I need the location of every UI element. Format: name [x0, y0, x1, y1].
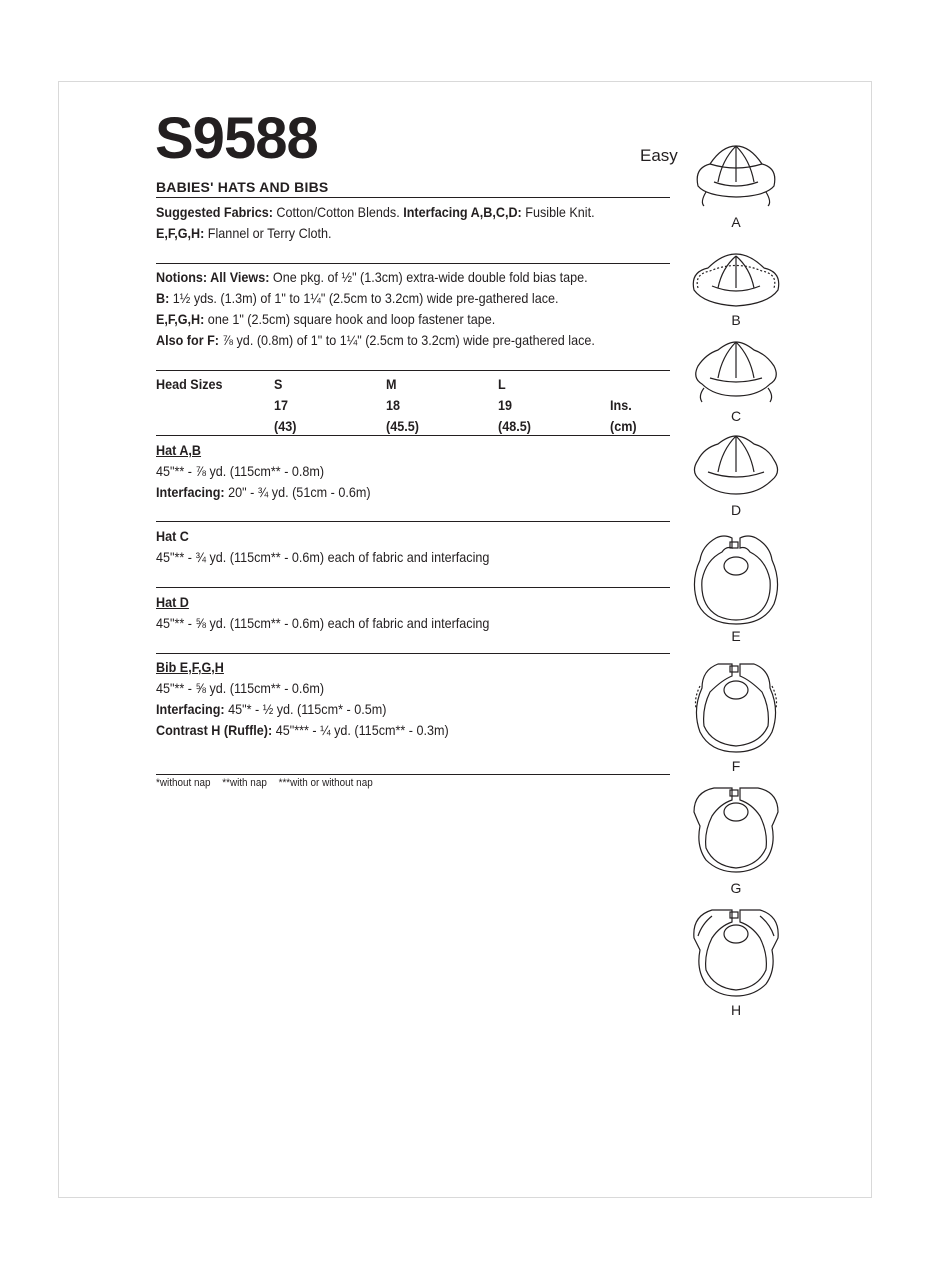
inches-unit-label: Ins. [610, 397, 632, 413]
size-m-cm: (45.5) [386, 418, 419, 434]
hat-ab-interfacing: Interfacing: 20" - ¾ yd. (51cm - 0.6m) [156, 484, 371, 500]
hat-d-illustration [688, 432, 784, 502]
bib-contrast: Contrast H (Ruffle): 45"*** - ¼ yd. (115cm** - 0.3m) [156, 722, 449, 738]
size-m-inches: 18 [386, 397, 401, 413]
hat-ab-title: Hat A,B [156, 442, 202, 458]
view-label-e: E [731, 628, 741, 644]
view-a [688, 142, 784, 230]
size-l-inches: 19 [498, 397, 513, 413]
view-label-b: B [731, 312, 741, 328]
hat-b-illustration [688, 252, 784, 314]
view-f [688, 658, 784, 774]
size-l-cm: (48.5) [498, 418, 531, 434]
fabrics-line: Suggested Fabrics: Cotton/Cotton Blends. Interfacing A,B,C,D: Fusible Knit. [156, 204, 595, 220]
notions-efgh: E,F,G,H: one 1" (2.5cm) square hook and loop fastener tape. [156, 311, 496, 327]
divider [156, 435, 670, 436]
bib-h-illustration [688, 904, 784, 998]
hat-d-fabric: 45"** - ⅝ yd. (115cm** - 0.6m) each of fabric and interfacing [156, 615, 490, 631]
size-m: M [386, 376, 397, 392]
view-label-d: D [730, 502, 742, 518]
view-b [688, 252, 784, 328]
hat-c-illustration [688, 338, 784, 408]
footnotes [156, 777, 382, 789]
size-s-cm: (43) [274, 418, 297, 434]
bib-e-illustration [688, 532, 784, 626]
footnote-without-nap: *without nap [156, 777, 211, 789]
hat-a-illustration [688, 142, 784, 214]
view-label-g: G [730, 880, 742, 896]
divider [156, 263, 670, 264]
size-l: L [498, 376, 506, 392]
footnote-with-nap: **with nap [222, 777, 267, 789]
view-label-c: C [730, 408, 742, 424]
difficulty-label: Easy [640, 146, 678, 165]
divider [156, 370, 670, 371]
bib-f-illustration [688, 658, 784, 754]
notions-f: Also for F: ⅞ yd. (0.8m) of 1" to 1¼" (2.5cm to 3.2cm) wide pre-gathered lace. [156, 332, 595, 348]
divider [156, 774, 670, 775]
view-label-a: A [731, 214, 741, 230]
fabrics-efgh-line: E,F,G,H: Flannel or Terry Cloth. [156, 225, 332, 241]
view-d [688, 432, 784, 518]
bib-efgh-title: Bib E,F,G,H [156, 659, 224, 675]
divider [156, 653, 670, 654]
cm-unit-label: (cm) [610, 418, 637, 434]
view-label-h: H [730, 1002, 742, 1018]
bib-fabric: 45"** - ⅝ yd. (115cm** - 0.6m) [156, 680, 325, 696]
size-s: S [274, 376, 283, 392]
head-sizes-label: Head Sizes [156, 376, 223, 392]
hat-d-title: Hat D [156, 594, 189, 610]
view-g [688, 782, 784, 896]
notions-all-views: Notions: All Views: One pkg. of ½" (1.3cm) extra-wide double fold bias tape. [156, 269, 588, 285]
hat-c-title: Hat C [156, 528, 189, 544]
view-label-f: F [731, 758, 741, 774]
hat-c-fabric: 45"** - ¾ yd. (115cm** - 0.6m) each of fabric and interfacing [156, 549, 490, 565]
divider [156, 521, 670, 522]
bib-interfacing: Interfacing: 45"* - ½ yd. (115cm* - 0.5m) [156, 701, 387, 717]
hat-ab-fabric: 45"** - ⅞ yd. (115cm** - 0.8m) [156, 463, 325, 479]
view-e [688, 532, 784, 644]
notions-b: B: 1½ yds. (1.3m) of 1" to 1¼" (2.5cm to 3.2cm) wide pre-gathered lace. [156, 290, 559, 306]
view-h [688, 904, 784, 1018]
bib-g-illustration [688, 782, 784, 874]
size-s-inches: 17 [274, 397, 289, 413]
view-c [688, 338, 784, 424]
divider [156, 587, 670, 588]
footnote-with-or-without-nap: ***with or without nap [278, 777, 373, 789]
pattern-number: S9588 [155, 106, 318, 171]
pattern-title: BABIES' HATS AND BIBS [156, 179, 329, 195]
divider [156, 197, 670, 198]
